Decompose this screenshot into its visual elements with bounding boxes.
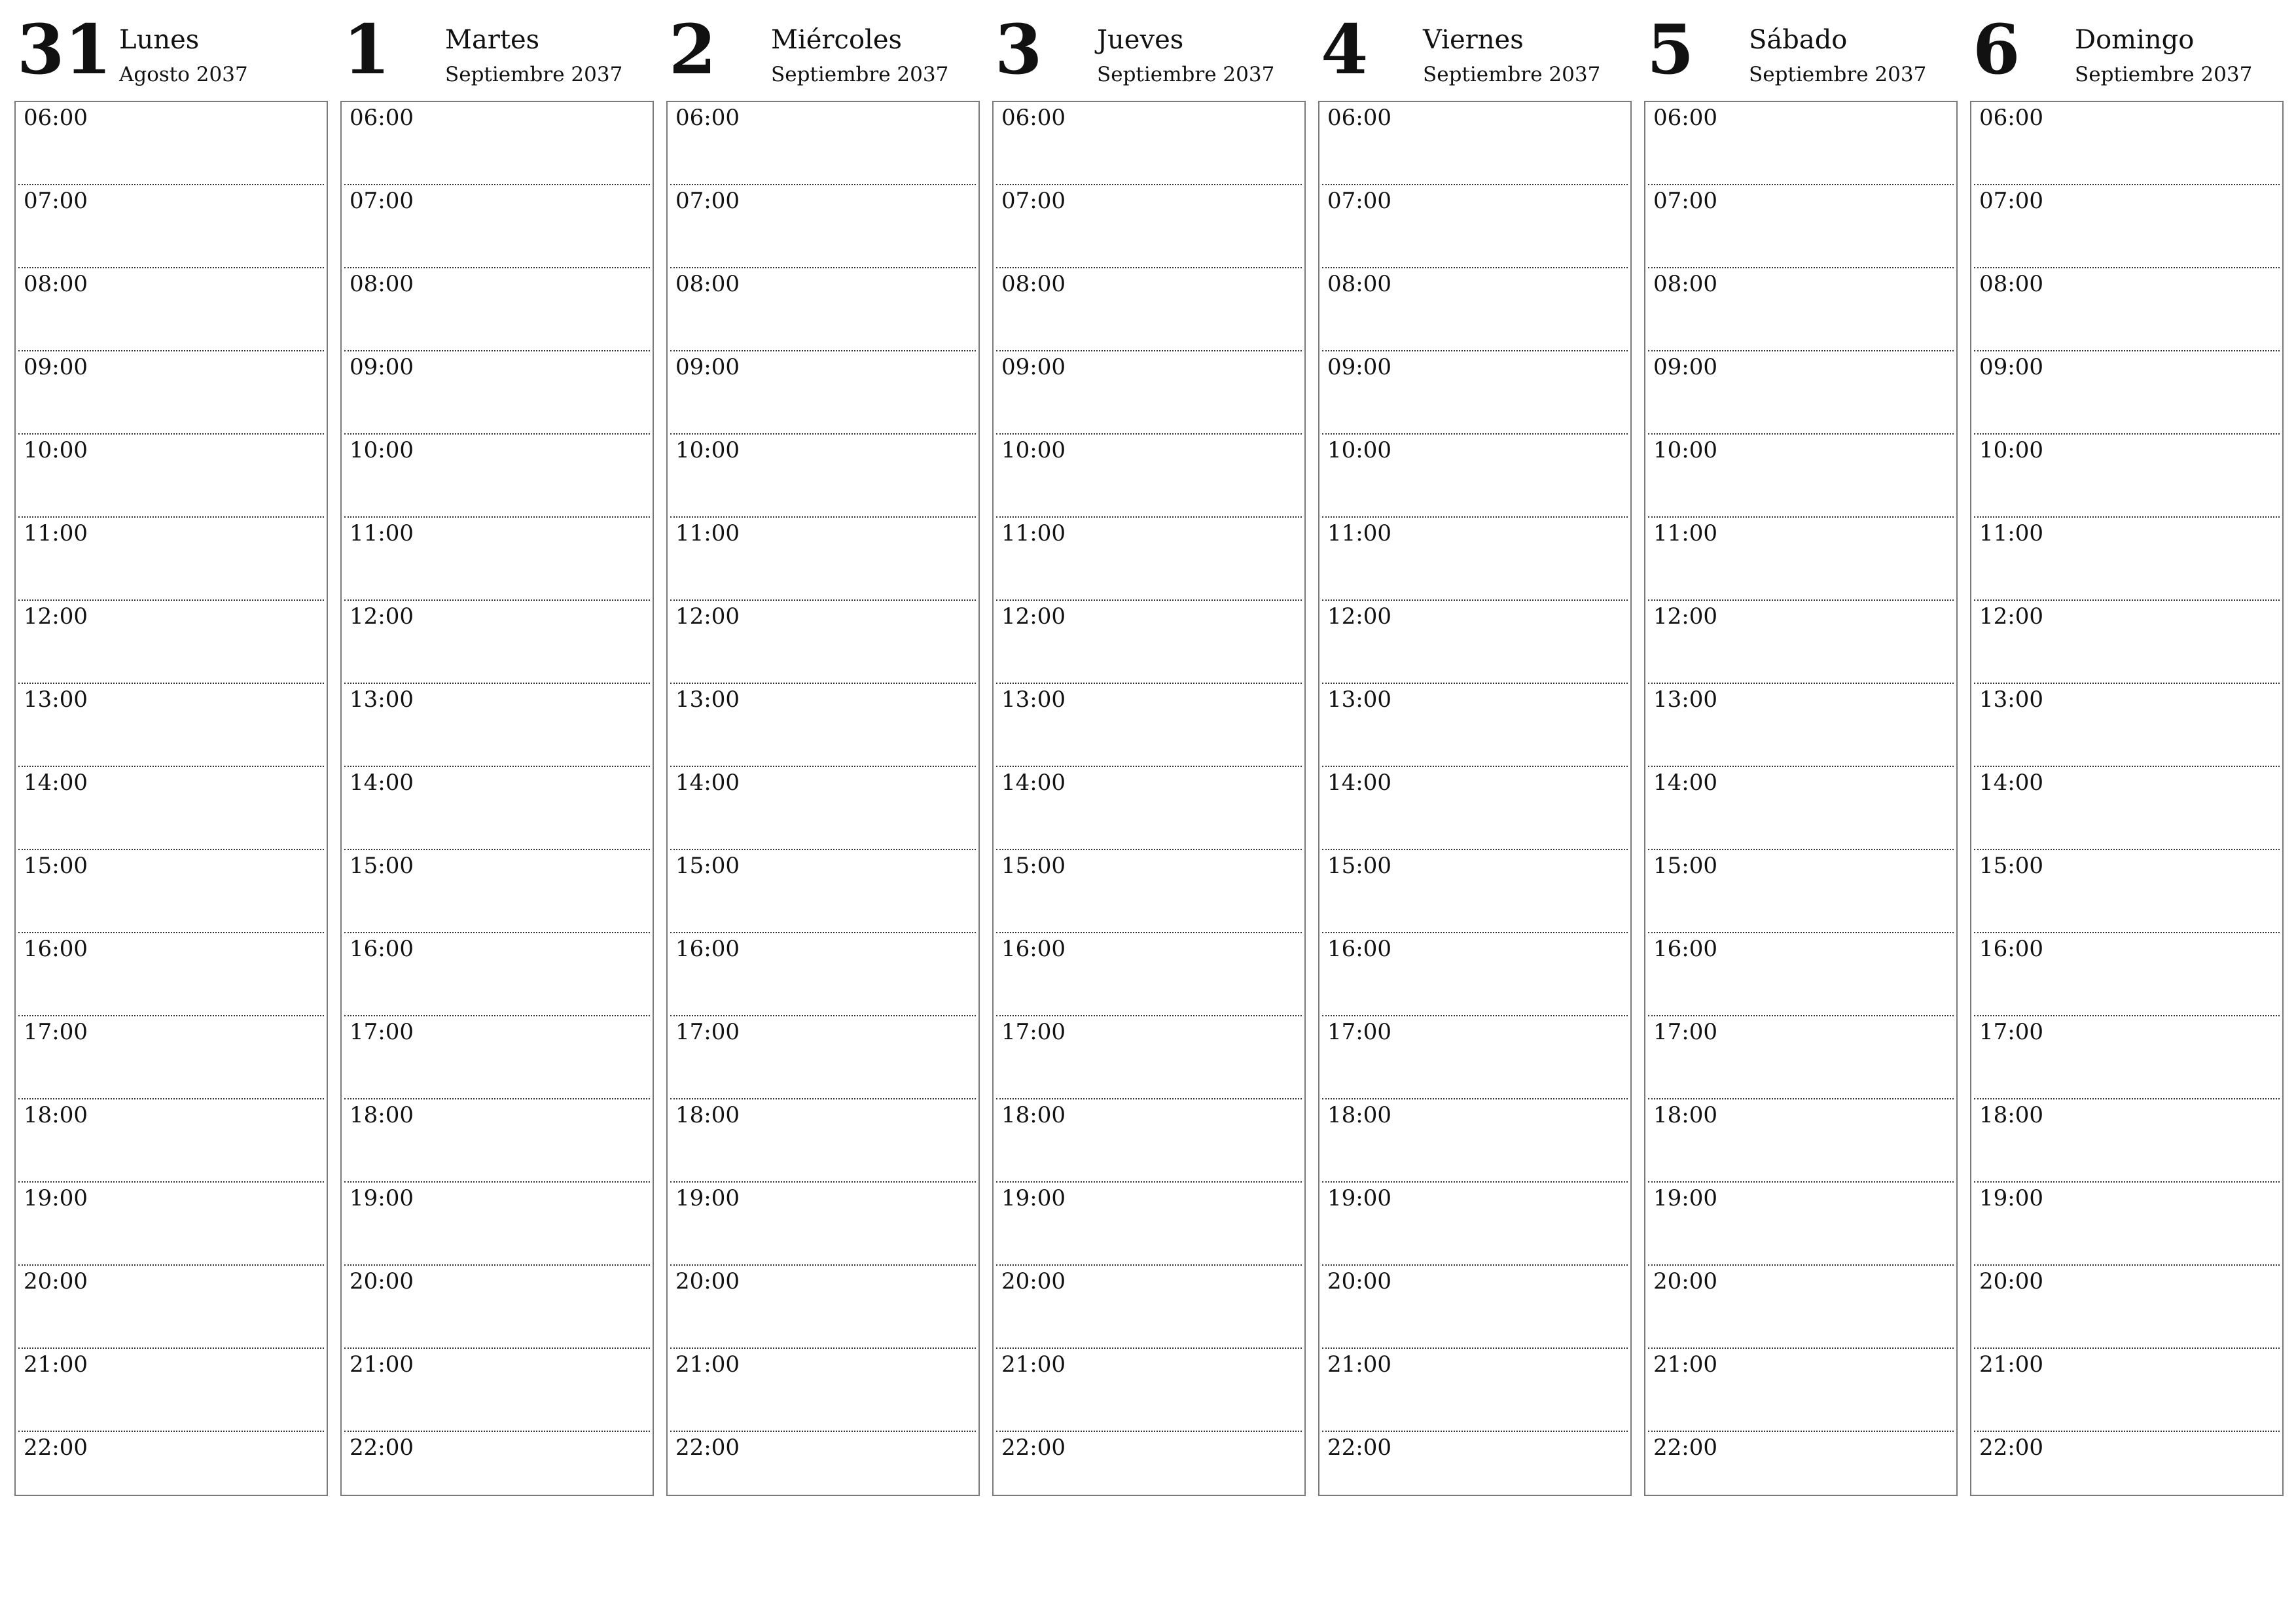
hour-slot[interactable] (670, 1099, 976, 1183)
day-schedule-box (340, 101, 654, 1496)
hour-label: 15:00 (1001, 853, 1066, 879)
day-month: Agosto 2037 (119, 63, 248, 86)
hour-slot[interactable] (1974, 185, 2280, 268)
day-column (1970, 0, 2284, 1505)
hour-slot[interactable] (18, 767, 324, 850)
day-number: 3 (995, 9, 1043, 90)
hour-slot[interactable] (1648, 1016, 1954, 1099)
day-number: 31 (17, 9, 112, 90)
hour-label: 15:00 (1653, 853, 1717, 879)
hour-slot[interactable] (18, 1266, 324, 1349)
hour-label: 06:00 (24, 105, 88, 131)
hour-label: 11:00 (1001, 520, 1066, 546)
hour-label: 19:00 (24, 1185, 88, 1211)
hour-label: 19:00 (350, 1185, 414, 1211)
day-schedule-box (14, 101, 328, 1496)
hour-slot[interactable] (1974, 850, 2280, 933)
hour-label: 19:00 (1327, 1185, 1391, 1211)
hour-slot[interactable] (1974, 268, 2280, 351)
day-month: Septiembre 2037 (1423, 63, 1601, 86)
day-column (1318, 0, 1632, 1505)
hour-slot[interactable] (670, 1183, 976, 1266)
hour-label: 13:00 (350, 687, 414, 713)
hour-slot[interactable] (18, 518, 324, 601)
hour-label: 16:00 (1001, 936, 1066, 962)
hour-label: 06:00 (1327, 105, 1391, 131)
hour-slot[interactable] (344, 518, 650, 601)
hour-label: 17:00 (1979, 1019, 2043, 1045)
hour-slot[interactable] (1648, 351, 1954, 435)
hour-slot[interactable] (1322, 268, 1628, 351)
hour-slot[interactable] (1974, 1099, 2280, 1183)
hour-slot[interactable] (344, 933, 650, 1016)
hour-slot[interactable] (996, 1349, 1302, 1432)
day-month: Septiembre 2037 (1097, 63, 1275, 86)
hour-label: 08:00 (675, 271, 740, 297)
hour-slot[interactable] (1974, 1183, 2280, 1266)
hour-label: 08:00 (350, 271, 414, 297)
hour-slot[interactable] (344, 1099, 650, 1183)
hour-slot[interactable] (344, 185, 650, 268)
hour-label: 13:00 (1327, 687, 1391, 713)
hour-slot[interactable] (1648, 185, 1954, 268)
hour-slot[interactable] (670, 1432, 976, 1514)
day-column (992, 0, 1306, 1505)
day-name: Viernes (1423, 25, 1524, 55)
hour-slot[interactable] (1322, 435, 1628, 518)
hour-label: 14:00 (24, 770, 88, 796)
day-header (14, 0, 328, 98)
hour-slot[interactable] (18, 1432, 324, 1514)
hour-slot[interactable] (1648, 1432, 1954, 1514)
hour-label: 16:00 (1653, 936, 1717, 962)
hour-label: 18:00 (24, 1102, 88, 1128)
hour-label: 21:00 (350, 1351, 414, 1378)
hour-label: 06:00 (1653, 105, 1717, 131)
hour-label: 10:00 (1327, 437, 1391, 463)
hour-slot[interactable] (344, 601, 650, 684)
day-header (992, 0, 1306, 98)
hour-label: 08:00 (1653, 271, 1717, 297)
hour-slot[interactable] (18, 601, 324, 684)
hour-slot[interactable] (1322, 1016, 1628, 1099)
hour-label: 15:00 (1327, 853, 1391, 879)
day-schedule-box (1970, 101, 2284, 1496)
hour-slot[interactable] (1648, 684, 1954, 767)
hour-label: 21:00 (1001, 1351, 1066, 1378)
hour-slot[interactable] (1974, 1016, 2280, 1099)
hour-slot[interactable] (1648, 435, 1954, 518)
hour-label: 07:00 (24, 188, 88, 214)
hour-slot[interactable] (1648, 1183, 1954, 1266)
hour-slot[interactable] (1322, 102, 1628, 185)
hour-slot[interactable] (1648, 518, 1954, 601)
hour-slot[interactable] (1974, 767, 2280, 850)
day-number: 5 (1647, 9, 1695, 90)
day-schedule-box (992, 101, 1306, 1496)
hour-label: 11:00 (1653, 520, 1717, 546)
hour-label: 10:00 (675, 437, 740, 463)
hour-label: 17:00 (350, 1019, 414, 1045)
hour-label: 15:00 (675, 853, 740, 879)
hour-label: 16:00 (675, 936, 740, 962)
hour-slot[interactable] (18, 351, 324, 435)
hour-label: 07:00 (1979, 188, 2043, 214)
hour-label: 22:00 (675, 1435, 740, 1461)
hour-slot[interactable] (1974, 684, 2280, 767)
day-header (1644, 0, 1958, 98)
hour-label: 11:00 (1979, 520, 2043, 546)
hour-slot[interactable] (18, 102, 324, 185)
hour-slot[interactable] (344, 1432, 650, 1514)
hour-slot[interactable] (670, 1349, 976, 1432)
hour-label: 16:00 (24, 936, 88, 962)
hour-label: 21:00 (1327, 1351, 1391, 1378)
hour-slot[interactable] (344, 684, 650, 767)
hour-label: 09:00 (24, 354, 88, 380)
hour-label: 17:00 (1001, 1019, 1066, 1045)
hour-label: 14:00 (350, 770, 414, 796)
hour-label: 21:00 (1653, 1351, 1717, 1378)
hour-slot[interactable] (1974, 933, 2280, 1016)
hour-slot[interactable] (18, 933, 324, 1016)
hour-slot[interactable] (1322, 1099, 1628, 1183)
hour-label: 14:00 (1001, 770, 1066, 796)
day-month: Septiembre 2037 (1749, 63, 1927, 86)
day-header (1970, 0, 2284, 98)
hour-label: 18:00 (1979, 1102, 2043, 1128)
day-month: Septiembre 2037 (2075, 63, 2253, 86)
hour-label: 10:00 (1979, 437, 2043, 463)
hour-label: 22:00 (1979, 1435, 2043, 1461)
hour-label: 17:00 (675, 1019, 740, 1045)
hour-label: 07:00 (1327, 188, 1391, 214)
day-number: 6 (1973, 9, 2020, 90)
hour-label: 19:00 (675, 1185, 740, 1211)
hour-label: 12:00 (24, 603, 88, 630)
hour-slot[interactable] (996, 1099, 1302, 1183)
hour-slot[interactable] (996, 767, 1302, 850)
hour-label: 07:00 (1001, 188, 1066, 214)
hour-label: 22:00 (350, 1435, 414, 1461)
day-header (340, 0, 654, 98)
hour-slot[interactable] (996, 850, 1302, 933)
hour-slot[interactable] (1648, 1266, 1954, 1349)
hour-slot[interactable] (1322, 1266, 1628, 1349)
hour-slot[interactable] (1974, 1349, 2280, 1432)
hour-label: 20:00 (350, 1268, 414, 1294)
hour-slot[interactable] (344, 767, 650, 850)
hour-slot[interactable] (18, 435, 324, 518)
hour-label: 17:00 (1327, 1019, 1391, 1045)
hour-label: 10:00 (1001, 437, 1066, 463)
hour-slot[interactable] (996, 518, 1302, 601)
hour-label: 11:00 (1327, 520, 1391, 546)
hour-label: 08:00 (1979, 271, 2043, 297)
hour-slot[interactable] (1322, 1432, 1628, 1514)
day-header (1318, 0, 1632, 98)
hour-label: 11:00 (675, 520, 740, 546)
hour-label: 09:00 (1327, 354, 1391, 380)
hour-label: 06:00 (1001, 105, 1066, 131)
hour-label: 13:00 (1979, 687, 2043, 713)
hour-slot[interactable] (670, 601, 976, 684)
hour-slot[interactable] (670, 268, 976, 351)
day-month: Septiembre 2037 (771, 63, 949, 86)
hour-label: 20:00 (1327, 1268, 1391, 1294)
hour-label: 18:00 (1001, 1102, 1066, 1128)
day-name: Domingo (2075, 25, 2195, 55)
hour-slot[interactable] (996, 351, 1302, 435)
hour-slot[interactable] (1322, 601, 1628, 684)
hour-slot[interactable] (18, 1016, 324, 1099)
hour-slot[interactable] (344, 1016, 650, 1099)
hour-label: 21:00 (24, 1351, 88, 1378)
hour-slot[interactable] (1648, 102, 1954, 185)
hour-slot[interactable] (1322, 1183, 1628, 1266)
hour-label: 11:00 (24, 520, 88, 546)
hour-label: 12:00 (1979, 603, 2043, 630)
hour-label: 18:00 (675, 1102, 740, 1128)
hour-slot[interactable] (670, 102, 976, 185)
hour-slot[interactable] (1322, 185, 1628, 268)
hour-slot[interactable] (1322, 850, 1628, 933)
hour-label: 10:00 (1653, 437, 1717, 463)
hour-slot[interactable] (18, 684, 324, 767)
hour-slot[interactable] (996, 1432, 1302, 1514)
hour-slot[interactable] (1648, 1349, 1954, 1432)
hour-label: 22:00 (1327, 1435, 1391, 1461)
hour-label: 14:00 (1327, 770, 1391, 796)
hour-label: 08:00 (24, 271, 88, 297)
day-month: Septiembre 2037 (445, 63, 623, 86)
hour-label: 13:00 (1001, 687, 1066, 713)
hour-slot[interactable] (670, 684, 976, 767)
hour-slot[interactable] (1974, 1432, 2280, 1514)
hour-label: 13:00 (24, 687, 88, 713)
day-number: 1 (343, 9, 391, 90)
hour-label: 09:00 (1001, 354, 1066, 380)
day-name: Martes (445, 25, 540, 55)
hour-slot[interactable] (996, 102, 1302, 185)
hour-label: 18:00 (1653, 1102, 1717, 1128)
hour-label: 15:00 (350, 853, 414, 879)
hour-slot[interactable] (1974, 518, 2280, 601)
hour-slot[interactable] (670, 850, 976, 933)
hour-slot[interactable] (1648, 933, 1954, 1016)
hour-slot[interactable] (344, 435, 650, 518)
hour-label: 07:00 (350, 188, 414, 214)
hour-label: 22:00 (1653, 1435, 1717, 1461)
hour-slot[interactable] (1974, 1266, 2280, 1349)
day-schedule-box (666, 101, 980, 1496)
hour-slot[interactable] (344, 102, 650, 185)
day-header (666, 0, 980, 98)
hour-slot[interactable] (670, 518, 976, 601)
hour-slot[interactable] (1648, 850, 1954, 933)
hour-label: 09:00 (1979, 354, 2043, 380)
hour-label: 21:00 (675, 1351, 740, 1378)
day-column (340, 0, 654, 1505)
hour-slot[interactable] (18, 850, 324, 933)
day-column (1644, 0, 1958, 1505)
hour-label: 13:00 (675, 687, 740, 713)
hour-slot[interactable] (996, 933, 1302, 1016)
hour-slot[interactable] (344, 268, 650, 351)
hour-slot[interactable] (996, 1183, 1302, 1266)
hour-label: 14:00 (675, 770, 740, 796)
hour-slot[interactable] (1648, 268, 1954, 351)
hour-label: 12:00 (1327, 603, 1391, 630)
hour-label: 07:00 (675, 188, 740, 214)
hour-label: 16:00 (1327, 936, 1391, 962)
hour-slot[interactable] (1322, 767, 1628, 850)
hour-label: 06:00 (1979, 105, 2043, 131)
hour-slot[interactable] (1322, 518, 1628, 601)
hour-label: 09:00 (350, 354, 414, 380)
hour-label: 10:00 (350, 437, 414, 463)
hour-label: 08:00 (1001, 271, 1066, 297)
hour-label: 22:00 (24, 1435, 88, 1461)
hour-slot[interactable] (1322, 351, 1628, 435)
hour-label: 16:00 (350, 936, 414, 962)
hour-slot[interactable] (996, 1266, 1302, 1349)
hour-slot[interactable] (670, 933, 976, 1016)
hour-slot[interactable] (344, 1266, 650, 1349)
hour-slot[interactable] (18, 1183, 324, 1266)
hour-slot[interactable] (344, 850, 650, 933)
day-number: 2 (669, 9, 717, 90)
hour-slot[interactable] (1974, 601, 2280, 684)
hour-label: 12:00 (350, 603, 414, 630)
hour-label: 18:00 (1327, 1102, 1391, 1128)
day-name: Jueves (1097, 25, 1184, 55)
hour-slot[interactable] (1648, 601, 1954, 684)
hour-label: 11:00 (350, 520, 414, 546)
weekly-planner (14, 0, 2290, 1505)
day-name: Miércoles (771, 25, 903, 55)
hour-label: 15:00 (24, 853, 88, 879)
hour-label: 14:00 (1653, 770, 1717, 796)
hour-slot[interactable] (670, 351, 976, 435)
hour-label: 20:00 (1653, 1268, 1717, 1294)
hour-label: 12:00 (675, 603, 740, 630)
hour-label: 20:00 (675, 1268, 740, 1294)
hour-slot[interactable] (670, 185, 976, 268)
hour-slot[interactable] (1648, 1099, 1954, 1183)
hour-slot[interactable] (1974, 435, 2280, 518)
hour-slot[interactable] (996, 268, 1302, 351)
hour-slot[interactable] (996, 601, 1302, 684)
hour-label: 19:00 (1653, 1185, 1717, 1211)
day-name: Lunes (119, 25, 200, 55)
hour-label: 06:00 (350, 105, 414, 131)
hour-slot[interactable] (18, 1349, 324, 1432)
hour-slot[interactable] (996, 684, 1302, 767)
hour-slot[interactable] (1648, 767, 1954, 850)
hour-label: 17:00 (1653, 1019, 1717, 1045)
hour-slot[interactable] (1974, 102, 2280, 185)
hour-slot[interactable] (670, 435, 976, 518)
hour-label: 20:00 (24, 1268, 88, 1294)
hour-slot[interactable] (670, 767, 976, 850)
hour-label: 09:00 (1653, 354, 1717, 380)
hour-label: 08:00 (1327, 271, 1391, 297)
hour-label: 10:00 (24, 437, 88, 463)
hour-slot[interactable] (1322, 933, 1628, 1016)
hour-label: 20:00 (1979, 1268, 2043, 1294)
day-name: Sábado (1749, 25, 1848, 55)
hour-label: 16:00 (1979, 936, 2043, 962)
day-schedule-box (1644, 101, 1958, 1496)
hour-label: 13:00 (1653, 687, 1717, 713)
hour-slot[interactable] (344, 351, 650, 435)
hour-slot[interactable] (996, 435, 1302, 518)
day-column (666, 0, 980, 1505)
hour-slot[interactable] (18, 1099, 324, 1183)
hour-slot[interactable] (996, 185, 1302, 268)
hour-slot[interactable] (1322, 684, 1628, 767)
hour-slot[interactable] (18, 268, 324, 351)
hour-label: 19:00 (1979, 1185, 2043, 1211)
hour-slot[interactable] (996, 1016, 1302, 1099)
hour-slot[interactable] (1322, 1349, 1628, 1432)
hour-label: 12:00 (1653, 603, 1717, 630)
hour-label: 18:00 (350, 1102, 414, 1128)
hour-slot[interactable] (1974, 351, 2280, 435)
hour-slot[interactable] (344, 1349, 650, 1432)
hour-label: 21:00 (1979, 1351, 2043, 1378)
hour-slot[interactable] (344, 1183, 650, 1266)
hour-label: 19:00 (1001, 1185, 1066, 1211)
hour-label: 22:00 (1001, 1435, 1066, 1461)
hour-label: 09:00 (675, 354, 740, 380)
day-column (14, 0, 328, 1505)
hour-label: 12:00 (1001, 603, 1066, 630)
day-number: 4 (1321, 9, 1369, 90)
hour-label: 14:00 (1979, 770, 2043, 796)
hour-label: 07:00 (1653, 188, 1717, 214)
hour-slot[interactable] (18, 185, 324, 268)
hour-label: 20:00 (1001, 1268, 1066, 1294)
hour-slot[interactable] (670, 1266, 976, 1349)
hour-label: 15:00 (1979, 853, 2043, 879)
hour-label: 06:00 (675, 105, 740, 131)
day-schedule-box (1318, 101, 1632, 1496)
hour-label: 17:00 (24, 1019, 88, 1045)
hour-slot[interactable] (670, 1016, 976, 1099)
